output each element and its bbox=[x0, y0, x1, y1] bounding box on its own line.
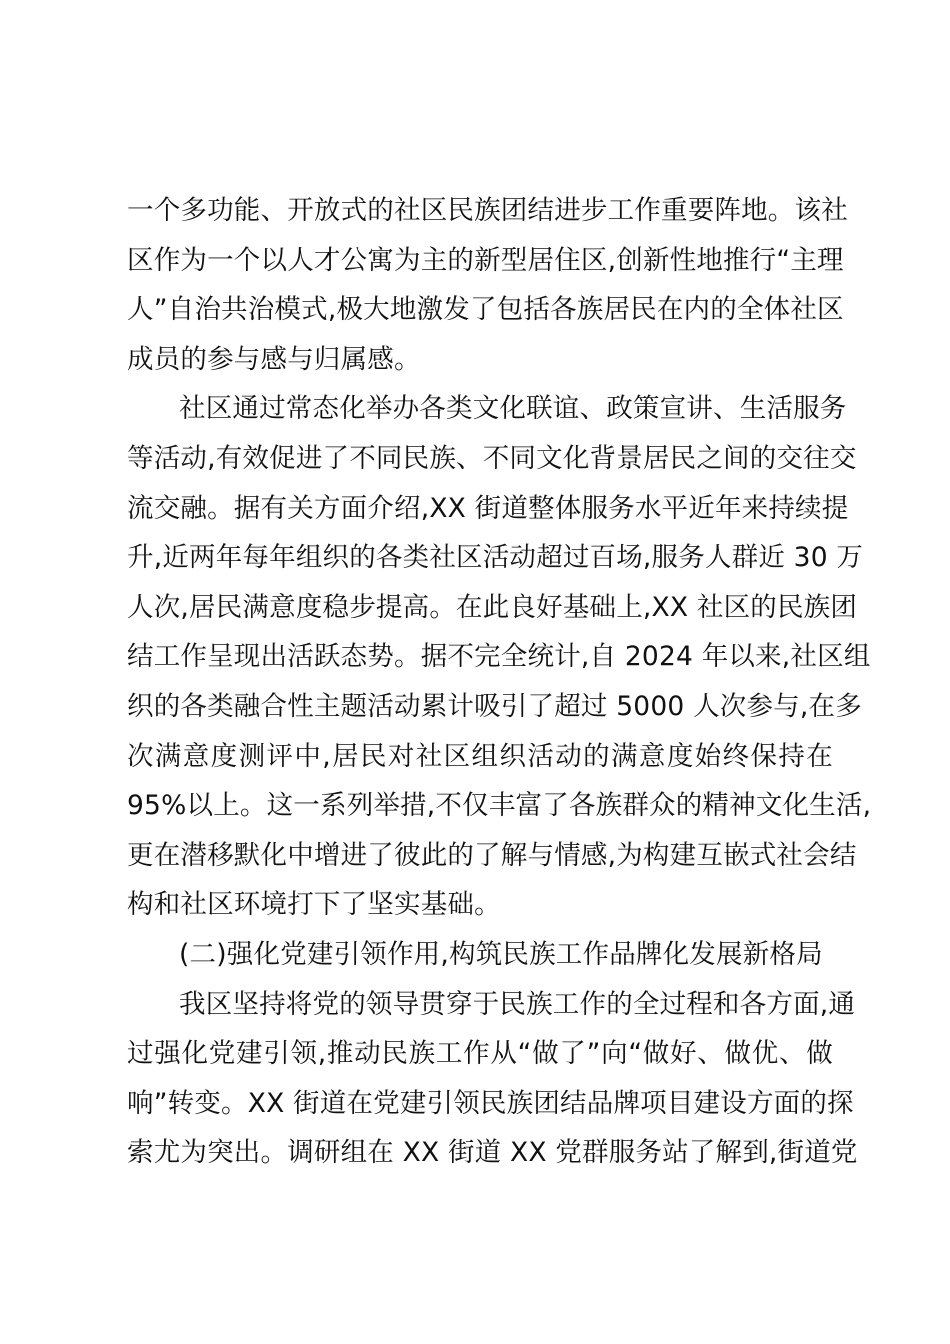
text-line: 等活动,有效促进了不同民族、不同文化背景居民之间的交往交 bbox=[127, 442, 857, 474]
text-line: 结工作呈现出活跃态势。据不完全统计,自 2024 年以来,社区组 bbox=[127, 641, 871, 673]
text-line: 区作为一个以人才公寓为主的新型居住区,创新性地推行“主理 bbox=[127, 244, 844, 276]
text-line: 社区通过常态化举办各类文化联谊、政策宣讲、生活服务 bbox=[179, 393, 847, 425]
document-body bbox=[127, 186, 872, 1178]
text-line: 我区坚持将党的领导贯穿于民族工作的全过程和各方面,通 bbox=[179, 988, 856, 1020]
text-line: 次满意度测评中,居民对社区组织活动的满意度始终保持在 bbox=[127, 740, 833, 772]
text-line: 成员的参与感与归属感。 bbox=[127, 343, 421, 375]
text-line: 一个多功能、开放式的社区民族团结进步工作重要阵地。该社 bbox=[127, 195, 848, 226]
text-line: 过强化党建引领,推动民族工作从“做了”向“做好、做优、做 bbox=[127, 1038, 833, 1070]
text-line: 响”转变。XX 街道在党建引领民族团结品牌项目建设方面的探 bbox=[127, 1087, 854, 1119]
text-line: 织的各类融合性主题活动累计吸引了超过 5000 人次参与,在多 bbox=[127, 690, 862, 722]
text-line: 升,近两年每年组织的各类社区活动超过百场,服务人群近 30 万 bbox=[127, 542, 864, 574]
text-line: 构和社区环境打下了坚实基础。 bbox=[127, 889, 501, 921]
section-heading: (二)强化党建引领作用,构筑民族工作品牌化发展新格局 bbox=[179, 938, 823, 970]
text-line: 索尤为突出。调研组在 XX 街道 XX 党群服务站了解到,街道党 bbox=[127, 1137, 858, 1169]
text-line: 更在潜移默化中增进了彼此的了解与情感,为构建互嵌式社会结 bbox=[127, 839, 857, 871]
text-line: 95%以上。这一系列举措,不仅丰富了各族群众的精神文化生活, bbox=[127, 790, 872, 822]
text-line: 人次,居民满意度稳步提高。在此良好基础上,XX 社区的民族团 bbox=[127, 591, 858, 623]
text-line: 流交融。据有关方面介绍,XX 街道整体服务水平近年来持续提 bbox=[127, 492, 849, 524]
text-line: 人”自治共治模式,极大地激发了包括各族居民在内的全体社区 bbox=[127, 294, 844, 326]
